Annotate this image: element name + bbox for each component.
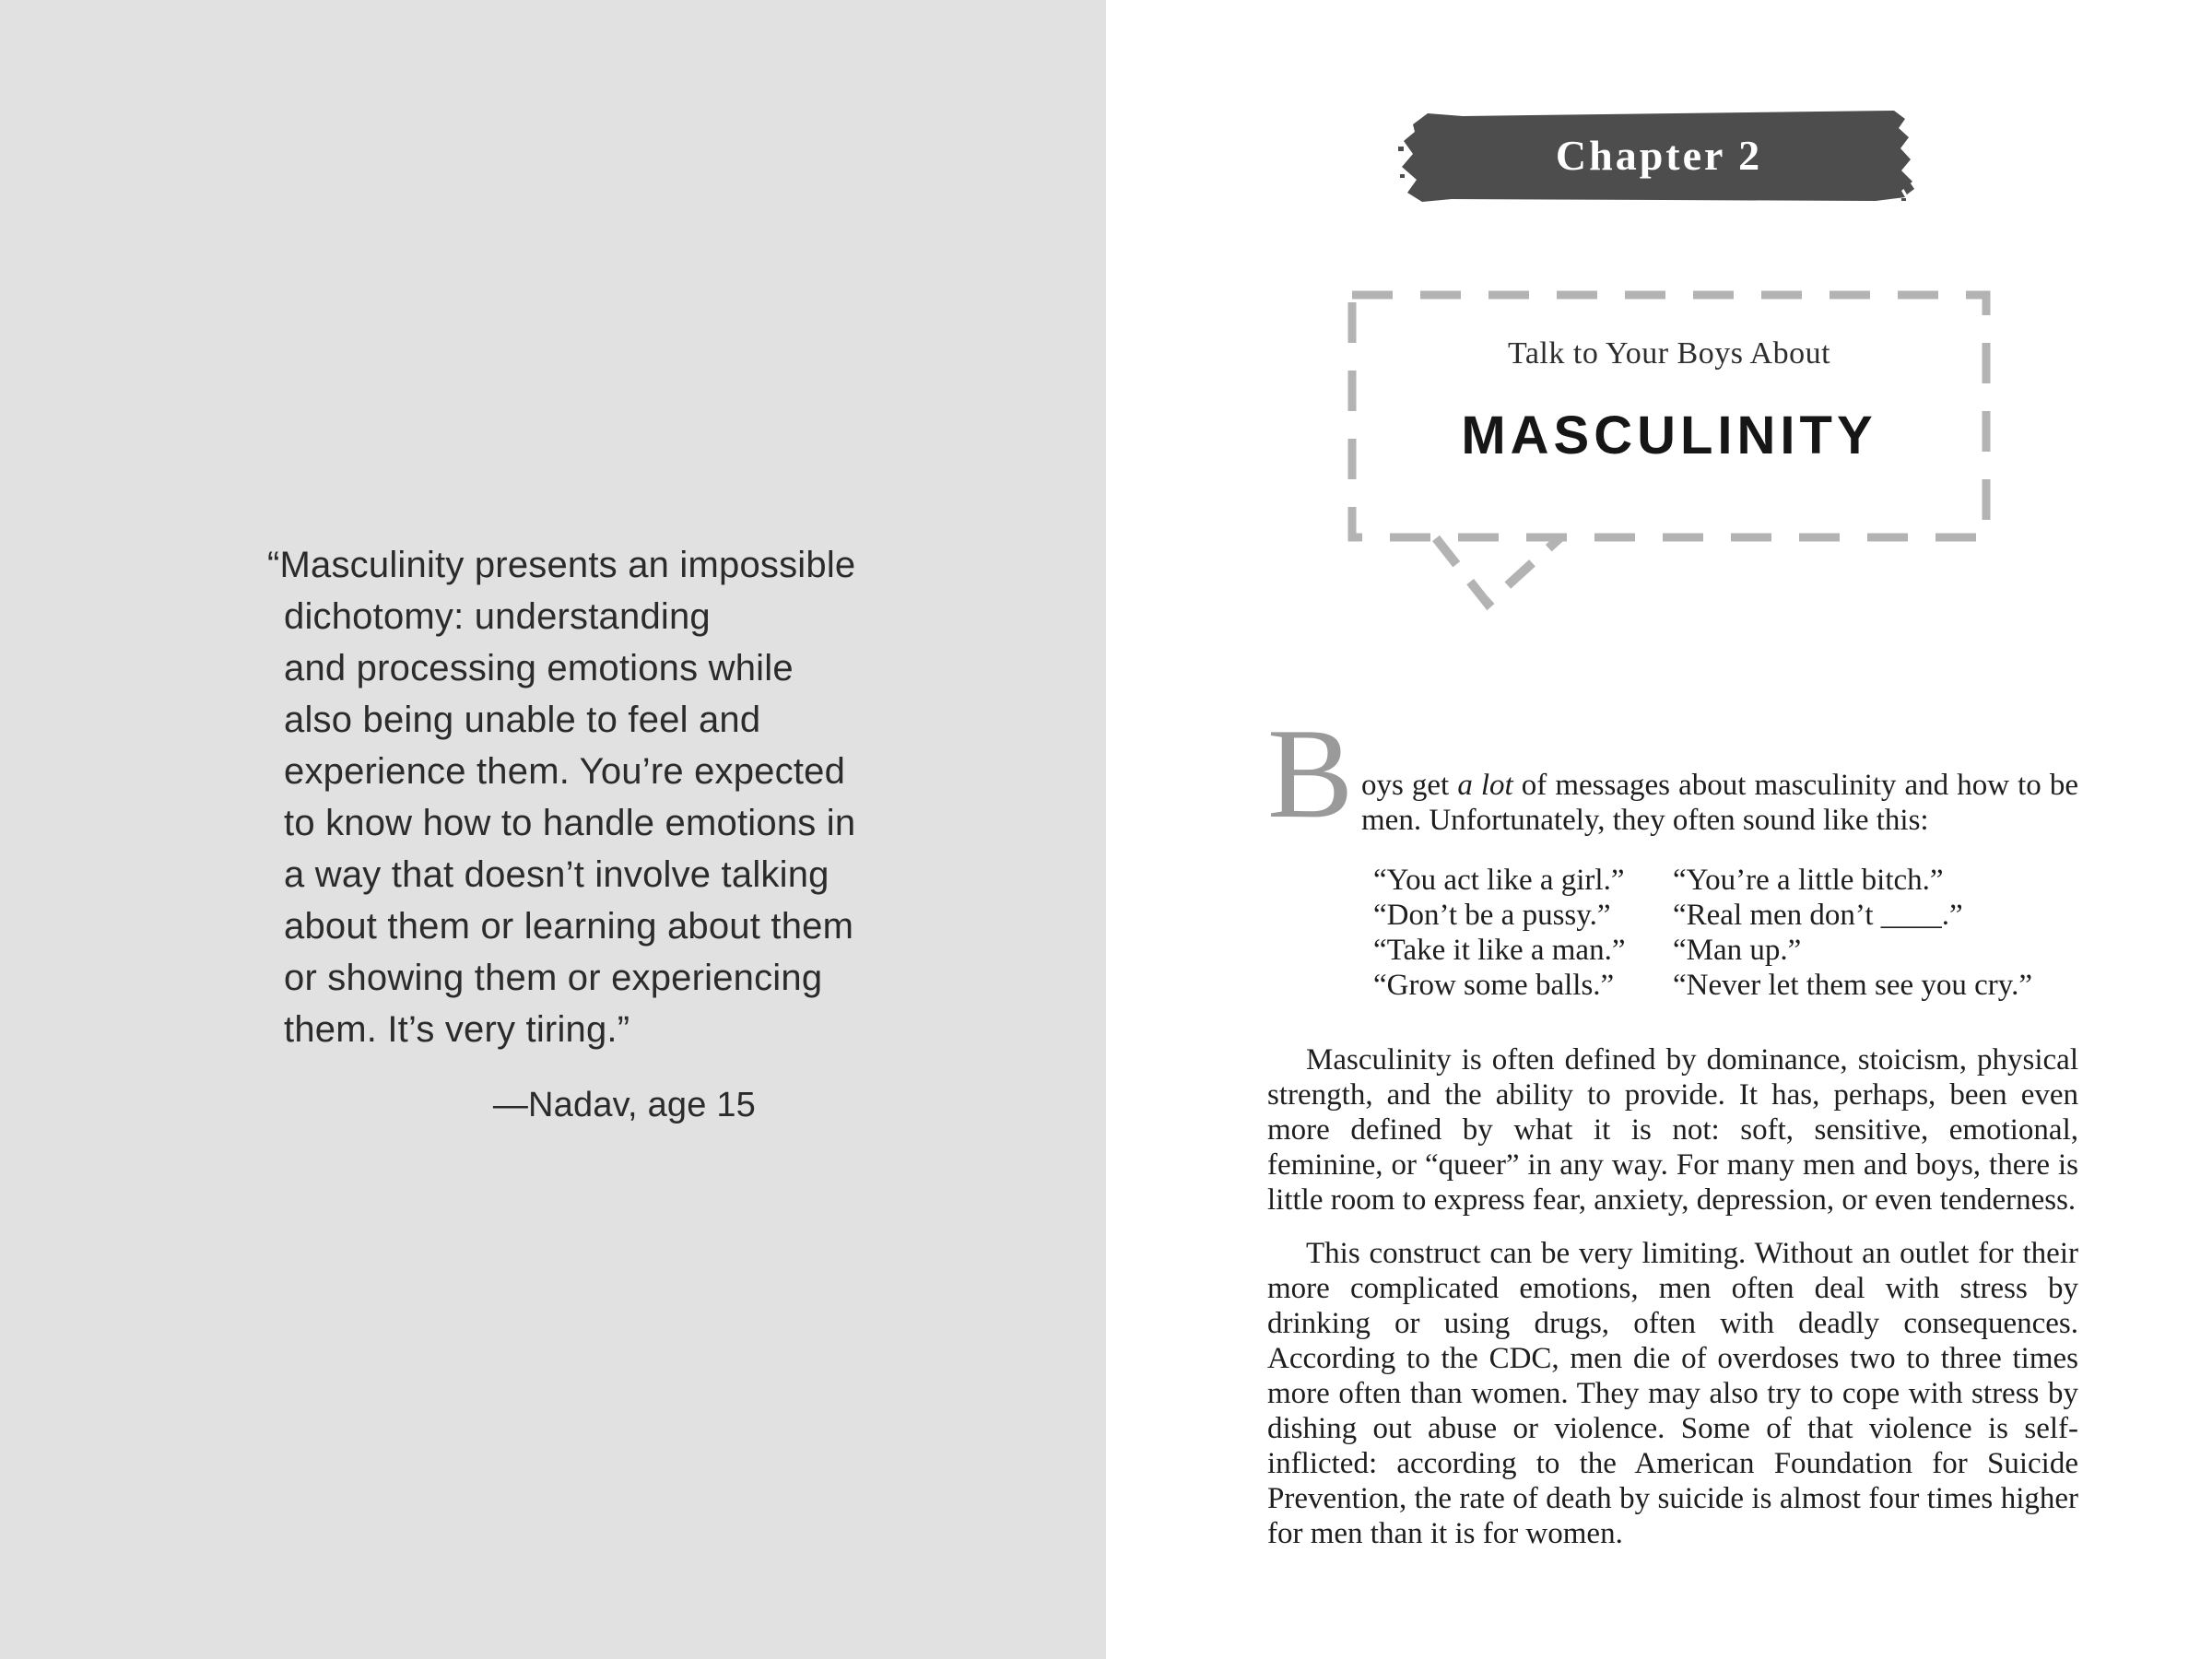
intro-text-italic: a lot xyxy=(1457,769,1513,802)
quote-line: a way that doesn’t involve talking xyxy=(284,854,830,895)
quote-line: them. It’s very tiring.” xyxy=(284,1009,630,1050)
saying-item: “You act like a girl.” xyxy=(1373,864,1625,897)
body-paragraph: Masculinity is often defined by dominance, stoicism, physical strength, and the ability to provide. It has, perhaps, been even more defined by what it is not: soft, sensitive, emotional, feminine, or “queer” in any way. For many men and boys, there is little room to express fear, anxiety, depression, or even tenderness. xyxy=(1267,1043,2078,1217)
quote-attribution: —Nadav, age 15 xyxy=(492,1086,756,1124)
chapter-topic-bubble xyxy=(1347,290,1991,622)
drop-cap: B xyxy=(1267,702,1354,845)
quote-line: experience them. You’re expected xyxy=(284,751,846,792)
intro-paragraph xyxy=(1267,702,2079,845)
saying-item: “Take it like a man.” xyxy=(1373,934,1626,967)
quote-line: about them or learning about them xyxy=(284,906,854,947)
saying-item: “Don’t be a pussy.” xyxy=(1373,899,1611,932)
saying-item: “Grow some balls.” xyxy=(1373,969,1615,1002)
intro-text-pre: oys get xyxy=(1361,769,1458,802)
quote-line: dichotomy: understanding xyxy=(284,596,711,637)
bubble-title: MASCULINITY xyxy=(1461,406,1877,465)
sayings-list xyxy=(1267,863,2078,1003)
saying-item: “You’re a little bitch.” xyxy=(1673,864,1944,897)
right-page xyxy=(1106,0,2212,1659)
saying-item: “Never let them see you cry.” xyxy=(1673,969,2033,1002)
pull-quote xyxy=(267,539,856,1131)
bubble-kicker: Talk to Your Boys About xyxy=(1507,336,1831,371)
intro-text-post: of messages about masculinity and how to be men. Unfortunately, they often sound like this: xyxy=(1361,769,2079,837)
quote-line: or showing them or experiencing xyxy=(284,958,823,998)
quote-line: to know how to handle emotions in xyxy=(284,803,856,843)
quote-line: and processing emotions while xyxy=(284,648,794,688)
saying-item: “Real men don’t ____.” xyxy=(1673,899,1963,932)
chapter-banner xyxy=(1396,106,1922,205)
drop-cap-box xyxy=(1267,702,1356,845)
quote-line: “Masculinity presents an impossible xyxy=(267,545,856,585)
saying-item: “Man up.” xyxy=(1673,934,1802,967)
chapter-title: Chapter 2 xyxy=(1555,132,1763,179)
body-text-column xyxy=(1267,702,2079,1551)
body-paragraph: This construct can be very limiting. Without an outlet for their more complicated emotions, men often deal with stress by drinking or using drugs, often with deadly consequences. According to the CDC, men die of overdoses two to three times more often than women. They may also try to cope with stress by dishing out abuse or violence. Some of that violence is self-inflicted: according to the American Foundation for Suicide Prevention, the rate of death by suicide is almost four times higher for men than it is for women. xyxy=(1267,1237,2078,1550)
quote-line: also being unable to feel and xyxy=(284,700,761,740)
